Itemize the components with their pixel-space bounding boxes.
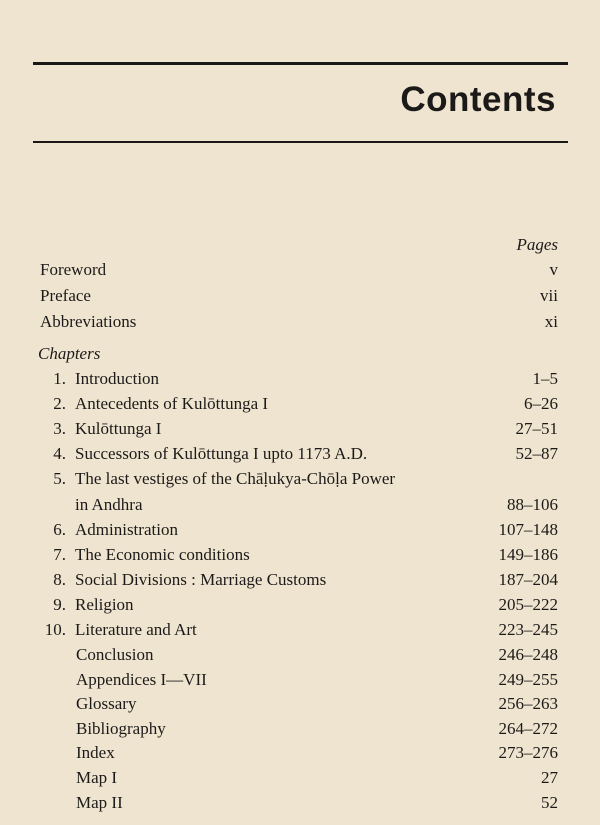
entry-pages: 52–87 (515, 444, 558, 464)
chapter-number: 9. (53, 594, 66, 614)
entry-title: Bibliography (76, 718, 166, 738)
entry-pages: 6–26 (524, 394, 558, 414)
toc-entry (0, 258, 600, 282)
entry-title: Social Divisions : Marriage Customs (75, 569, 327, 589)
entry-title: Index (76, 743, 115, 763)
entry-title: Successors of Kulōttunga I upto 1173 A.D. (75, 444, 368, 464)
toc-entry (0, 643, 600, 667)
chapter-number: 4. (53, 444, 66, 464)
toc-entry (0, 467, 600, 491)
entry-title: The last vestiges of the Chāḷukya-Chōḷa Power (75, 469, 396, 489)
toc-entry (0, 766, 600, 790)
entry-pages: 256–263 (498, 694, 558, 714)
chapter-number: 5. (53, 469, 66, 489)
entry-pages: 205–222 (498, 594, 558, 614)
toc-entry (0, 791, 600, 815)
entry-title: Administration (75, 519, 178, 539)
toc-entry (0, 392, 600, 416)
toc-entry (0, 310, 600, 334)
toc-entry (0, 442, 600, 466)
entry-pages: 149–186 (498, 544, 558, 564)
entry-pages: 107–148 (498, 519, 558, 539)
chapter-number: 6. (53, 519, 66, 539)
entry-title: Foreword (40, 260, 107, 279)
chapters-header: Chapters (38, 344, 101, 363)
entry-title: Introduction (75, 369, 160, 388)
entry-title: Map I (76, 768, 118, 787)
entry-title: Map II (76, 792, 123, 812)
entry-title: Literature and Art (75, 620, 197, 639)
entry-title: Abbreviations (40, 312, 137, 331)
entry-title: Conclusion (76, 645, 154, 664)
toc-entry (0, 284, 600, 308)
entry-title: Glossary (76, 694, 137, 714)
entry-title: Religion (75, 594, 134, 614)
entry-title: Appendices I—VII (76, 669, 207, 689)
toc-entry (0, 518, 600, 542)
entry-pages: 1–5 (532, 369, 558, 388)
entry-pages: 249–255 (498, 669, 558, 689)
pages-header-row (0, 233, 600, 257)
toc-entry (0, 717, 600, 741)
entry-pages: 27 (541, 768, 558, 787)
entry-pages: xi (544, 312, 558, 331)
toc-entry (0, 417, 600, 441)
entry-title: in Andhra (75, 494, 143, 514)
top-rule (33, 62, 568, 65)
entry-title: Preface (40, 286, 91, 305)
page-title: Contents (400, 80, 556, 119)
entry-title: The Economic conditions (75, 544, 250, 564)
toc-entry (0, 367, 600, 391)
title-rule (33, 141, 568, 143)
chapter-number: 2. (53, 394, 66, 414)
toc-entry (0, 618, 600, 642)
chapter-number: 3. (53, 419, 66, 439)
toc-entry (0, 741, 600, 765)
entry-pages: vii (540, 286, 558, 305)
entry-pages: 246–248 (498, 645, 558, 664)
toc-entry (0, 593, 600, 617)
entry-pages: 223–245 (498, 620, 558, 639)
entry-pages: 264–272 (498, 718, 558, 738)
entry-pages: v (549, 260, 558, 279)
chapters-header-row (0, 342, 600, 366)
entry-title: Antecedents of Kulōttunga I (75, 394, 269, 414)
toc-entry (0, 543, 600, 567)
toc-entry (0, 668, 600, 692)
toc-entry (0, 692, 600, 716)
chapter-number: 7. (53, 544, 66, 564)
toc-entry (0, 568, 600, 592)
entry-pages: 27–51 (515, 419, 558, 439)
entry-pages: 52 (541, 792, 558, 812)
entry-pages: 187–204 (498, 569, 558, 589)
chapter-number: 1. (53, 369, 66, 388)
chapter-number: 10. (44, 620, 66, 639)
toc-entry (0, 493, 600, 517)
pages-header: Pages (516, 235, 558, 254)
entry-title: Kulōttunga I (75, 419, 162, 439)
chapter-number: 8. (53, 569, 66, 589)
entry-pages: 88–106 (507, 494, 558, 514)
entry-pages: 273–276 (498, 743, 558, 763)
